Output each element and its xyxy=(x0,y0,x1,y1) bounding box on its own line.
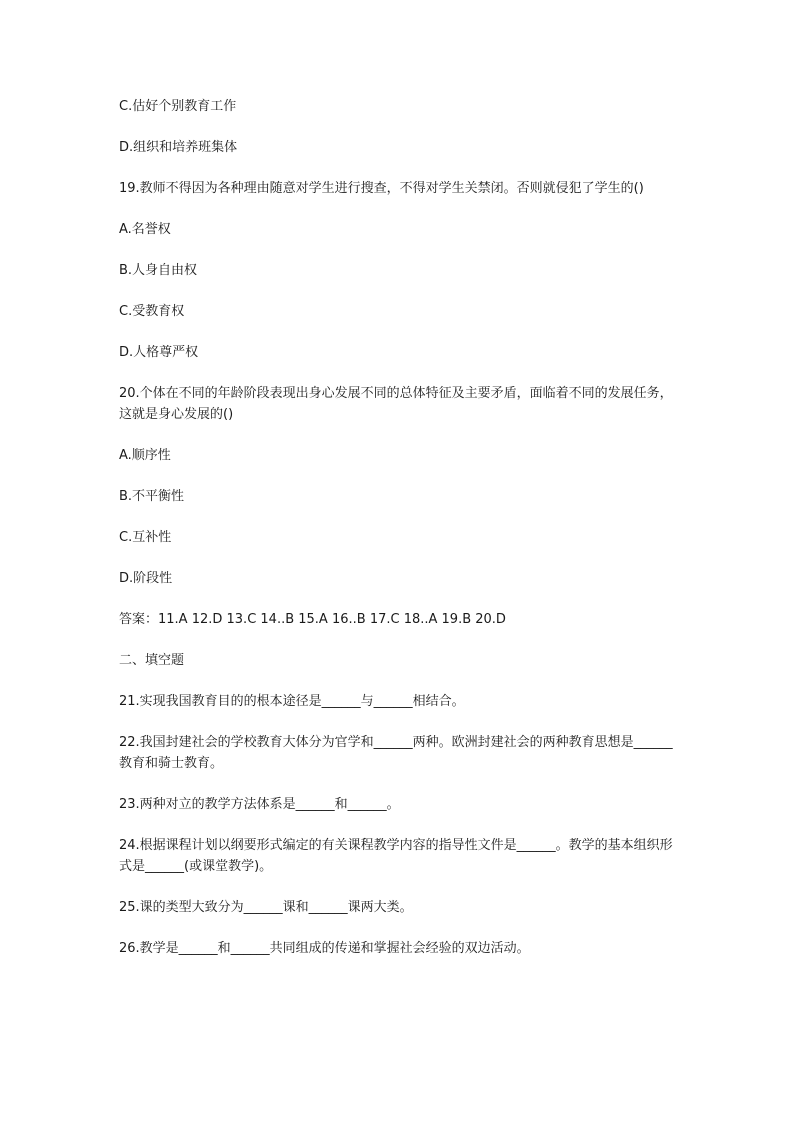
question-26: 26.教学是______和______共同组成的传递和掌握社会经验的双边活动。 xyxy=(119,941,530,956)
option-c-q20: C.互补性 xyxy=(119,530,172,545)
question-22: 22.我国封建社会的学校教育大体分为官学和______两种。欧洲封建社会的两种教育思想是______教育和骑士教育。 xyxy=(119,735,673,771)
option-d-q18: D.组织和培养班集体 xyxy=(119,140,238,155)
document-page xyxy=(119,96,675,959)
question-24: 24.根据课程计划以纲要形式编定的有关课程教学内容的指导性文件是______。教学的基本组织形式是______(或课堂教学)。 xyxy=(119,838,673,874)
option-c-q19: C.受教育权 xyxy=(119,304,185,319)
question-20: 20.个体在不同的年龄阶段表现出身心发展不同的总体特征及主要矛盾，面临着不同的发展任务，这就是身心发展的() xyxy=(119,386,673,422)
question-25: 25.课的类型大致分为______课和______课两大类。 xyxy=(119,900,413,915)
option-b-q19: B.人身自由权 xyxy=(119,263,198,278)
question-19: 19.教师不得因为各种理由随意对学生进行搜查，不得对学生关禁闭。否则就侵犯了学生的() xyxy=(119,181,644,196)
section-heading-fill-in: 二、填空题 xyxy=(119,653,185,668)
option-d-q20: D.阶段性 xyxy=(119,571,173,586)
answer-key: 答案：11.A 12.D 13.C 14..B 15.A 16..B 17.C 18..A 19.B 20.D xyxy=(119,612,506,627)
option-c-q18: C.估好个别教育工作 xyxy=(119,99,237,114)
option-a-q20: A.顺序性 xyxy=(119,448,171,463)
question-23: 23.两种对立的教学方法体系是______和______。 xyxy=(119,797,400,812)
option-a-q19: A.名誉权 xyxy=(119,222,171,237)
option-b-q20: B.不平衡性 xyxy=(119,489,185,504)
question-21: 21.实现我国教育目的的根本途径是______与______相结合。 xyxy=(119,694,465,709)
option-d-q19: D.人格尊严权 xyxy=(119,345,199,360)
